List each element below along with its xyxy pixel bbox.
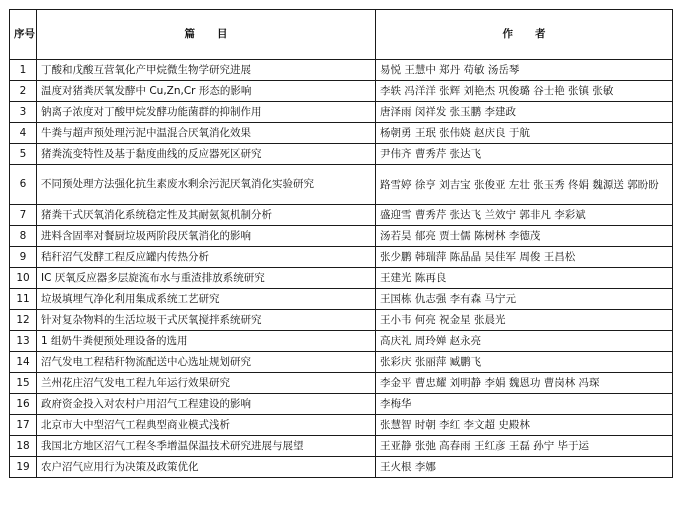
row-authors: 李轶 冯洋洋 张辉 刘艳杰 巩俊璐 谷士艳 张镇 张敏 — [376, 81, 673, 102]
row-title: 钠离子浓度对丁酸甲烷发酵功能菌群的抑制作用 — [37, 102, 376, 123]
table-row — [10, 415, 673, 436]
table-header-row — [10, 10, 673, 60]
row-title: 垃圾填埋气净化利用集成系统工艺研究 — [37, 289, 376, 310]
row-authors: 张彩庆 张丽萍 臧鹏飞 — [376, 352, 673, 373]
row-title: 不同预处理方法强化抗生素废水剩余污泥厌氧消化实验研究 — [37, 165, 376, 205]
table-row — [10, 352, 673, 373]
row-number: 8 — [10, 226, 37, 247]
table-row — [10, 394, 673, 415]
row-number: 18 — [10, 436, 37, 457]
row-authors: 王亚静 张弛 高春雨 王红彦 王磊 孙宁 毕于运 — [376, 436, 673, 457]
table-row — [10, 247, 673, 268]
table-row — [10, 205, 673, 226]
table-row — [10, 373, 673, 394]
row-authors: 张少鹏 韩瑞萍 陈晶晶 吴佳军 周俊 王昌松 — [376, 247, 673, 268]
row-title: 牛粪与超声预处理污泥中温混合厌氧消化效果 — [37, 123, 376, 144]
row-title: 1 组奶牛粪便预处理设备的选用 — [37, 331, 376, 352]
header-author — [376, 10, 673, 60]
row-authors: 汤若昊 郁亮 贾士儒 陈树林 李德茂 — [376, 226, 673, 247]
row-title: 政府资金投入对农村户用沼气工程建设的影响 — [37, 394, 376, 415]
table-row — [10, 81, 673, 102]
row-title: 进料含固率对餐厨垃圾两阶段厌氧消化的影响 — [37, 226, 376, 247]
row-authors: 易悦 王慧中 郑丹 苟敏 汤岳琴 — [376, 60, 673, 81]
table-row — [10, 144, 673, 165]
row-title: IC 厌氧反应器多层旋流布水与重渣排放系统研究 — [37, 268, 376, 289]
row-number: 19 — [10, 457, 37, 478]
row-number: 9 — [10, 247, 37, 268]
row-title: 猪粪干式厌氧消化系统稳定性及其耐氨氮机制分析 — [37, 205, 376, 226]
table-row — [10, 165, 673, 205]
table-body — [10, 60, 673, 478]
row-number: 4 — [10, 123, 37, 144]
row-title: 农户沼气应用行为决策及政策优化 — [37, 457, 376, 478]
row-number: 16 — [10, 394, 37, 415]
row-number: 5 — [10, 144, 37, 165]
row-title: 兰州花庄沼气发电工程九年运行效果研究 — [37, 373, 376, 394]
row-authors: 盛迎雪 曹秀芹 张达飞 兰效宁 郭非凡 李彩斌 — [376, 205, 673, 226]
contents-table — [9, 9, 673, 478]
row-title: 丁酸和戊酸互营氧化产甲烷微生物学研究进展 — [37, 60, 376, 81]
table-row — [10, 60, 673, 81]
row-number: 12 — [10, 310, 37, 331]
row-authors: 李金平 曹忠耀 刘明静 李娟 魏恩功 曹岗林 冯琛 — [376, 373, 673, 394]
row-number: 7 — [10, 205, 37, 226]
table-row — [10, 457, 673, 478]
row-title: 猪粪流变特性及基于黏度曲线的反应器死区研究 — [37, 144, 376, 165]
row-authors: 王火根 李娜 — [376, 457, 673, 478]
row-authors: 唐泽雨 闵祥发 张玉鹏 李建政 — [376, 102, 673, 123]
row-authors: 杨朝勇 王珉 张伟娆 赵庆良 于航 — [376, 123, 673, 144]
row-title: 针对复杂物料的生活垃圾干式厌氧搅拌系统研究 — [37, 310, 376, 331]
table-row — [10, 102, 673, 123]
row-number: 11 — [10, 289, 37, 310]
row-authors: 高庆礼 周玲婵 赵永亮 — [376, 331, 673, 352]
row-title: 我国北方地区沼气工程冬季增温保温技术研究进展与展望 — [37, 436, 376, 457]
header-number: 序号 — [10, 10, 37, 60]
row-authors: 尹伟齐 曹秀芹 张达飞 — [376, 144, 673, 165]
row-authors: 李梅华 — [376, 394, 673, 415]
header-title — [37, 10, 376, 60]
row-authors: 张慧智 时朝 李红 李文超 史殿林 — [376, 415, 673, 436]
header-title-text: 篇目 — [184, 28, 250, 40]
row-title: 温度对猪粪厌氧发酵中 Cu,Zn,Cr 形态的影响 — [37, 81, 376, 102]
row-title: 秸秆沼气发酵工程反应罐内传热分析 — [37, 247, 376, 268]
header-author-text: 作者 — [502, 28, 568, 40]
row-number: 3 — [10, 102, 37, 123]
row-number: 10 — [10, 268, 37, 289]
table-row — [10, 331, 673, 352]
row-authors: 王建光 陈再良 — [376, 268, 673, 289]
row-authors: 王国栋 仇志强 李有森 马宁元 — [376, 289, 673, 310]
row-authors: 王小韦 何亮 祝金星 张晨光 — [376, 310, 673, 331]
row-number: 15 — [10, 373, 37, 394]
row-number: 1 — [10, 60, 37, 81]
row-number: 13 — [10, 331, 37, 352]
table-row — [10, 226, 673, 247]
table-row — [10, 436, 673, 457]
row-title: 沼气发电工程秸秆物流配送中心选址规划研究 — [37, 352, 376, 373]
row-authors: 路雪婷 徐亨 刘吉宝 张俊亚 左壮 张玉秀 佟娟 魏源送 郭盼盼 — [376, 165, 673, 205]
table-row — [10, 123, 673, 144]
table-row — [10, 310, 673, 331]
row-number: 17 — [10, 415, 37, 436]
row-title: 北京市大中型沼气工程典型商业模式浅析 — [37, 415, 376, 436]
row-number: 2 — [10, 81, 37, 102]
table-row — [10, 289, 673, 310]
table-row — [10, 268, 673, 289]
row-number: 14 — [10, 352, 37, 373]
row-number: 6 — [10, 165, 37, 205]
